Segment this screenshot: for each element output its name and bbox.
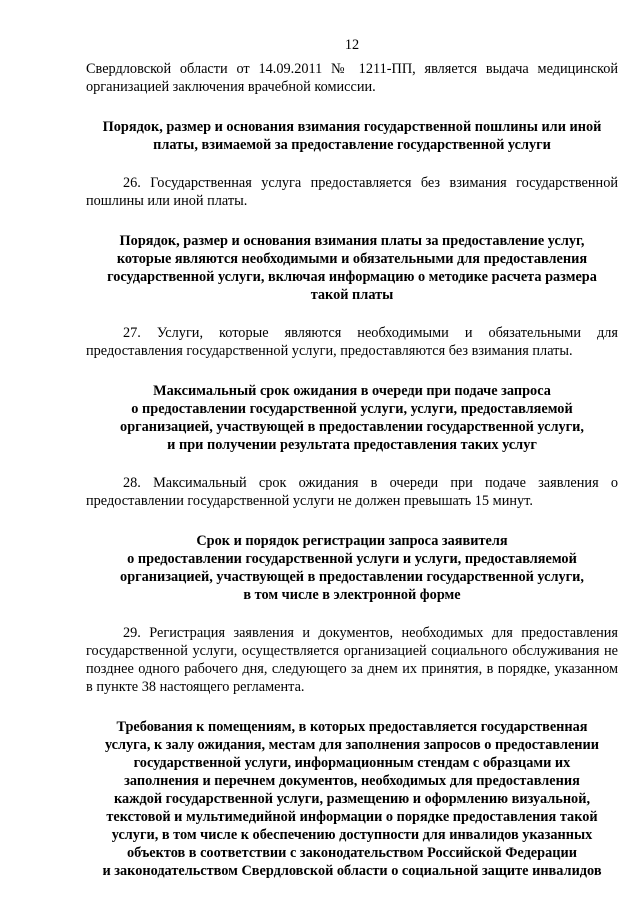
section-heading-premises: Требования к помещениям, в которых предоставляется государственная услуга, к залу ожидания, местам для заполнения запросов о предоставлении государственной услуги, информационным стендам с образцами их заполнения и перечнем документов, необходимых для предоставления каждой государственной услуги, размещению и оформлению визуальной, текстовой и мультимедийной информации о порядке предоставления такой услуги, в том числе к обеспечению доступности для инвалидов указанных объектов в соответствии с законодательством Российской Федерации и законодательством Свердловской области о социальной защите инвалидов [102,719,602,879]
paragraph-26: 26. Государственная услуга предоставляется без взимания государственной пошлины или иной платы. [86,175,618,209]
continuation-paragraph: Свердловской области от 14.09.2011 № 1211-ПП, является выдача медицинской организацией заключения врачебной комиссии. [86,61,618,95]
paragraph-29: 29. Регистрация заявления и документов, необходимых для предоставления государственной услуги, осуществляется организацией социального обслуживания не позднее одного рабочего дня, следующего за днем их принятия, в порядке, указанном в пункте 38 настоящего регламента. [86,625,618,695]
paragraph-27: 27. Услуги, которые являются необходимыми и обязательными для предоставления государственной услуги, предоставляются без взимания платы. [86,325,618,359]
page-number: 12 [344,37,360,53]
section-heading-waiting-time: Максимальный срок ожидания в очереди при подаче запроса о предоставлении государственной услуги, услуги, предоставляемой организацией, участвующей в предоставлении государственной услуги, и при получении результата предоставления таких услуг [120,383,584,453]
section-heading-fee: Порядок, размер и основания взимания государственной пошлины или иной платы, взимаемой за предоставление государственной услуги [102,119,602,153]
document-page [86,36,618,880]
section-heading-registration: Срок и порядок регистрации запроса заявителя о предоставлении государственной услуги и услуги, предоставляемой организацией, участвующей в предоставлении государственной услуги, в том числе в электронной форме [120,533,584,603]
section-heading-payment: Порядок, размер и основания взимания платы за предоставление услуг, которые являются необходимыми и обязательными для предоставления государственной услуги, включая информацию о методике расчета размера такой платы [107,233,597,303]
paragraph-28: 28. Максимальный срок ожидания в очереди при подаче заявления о предоставлении государственной услуги не должен превышать 15 минут. [86,475,618,509]
